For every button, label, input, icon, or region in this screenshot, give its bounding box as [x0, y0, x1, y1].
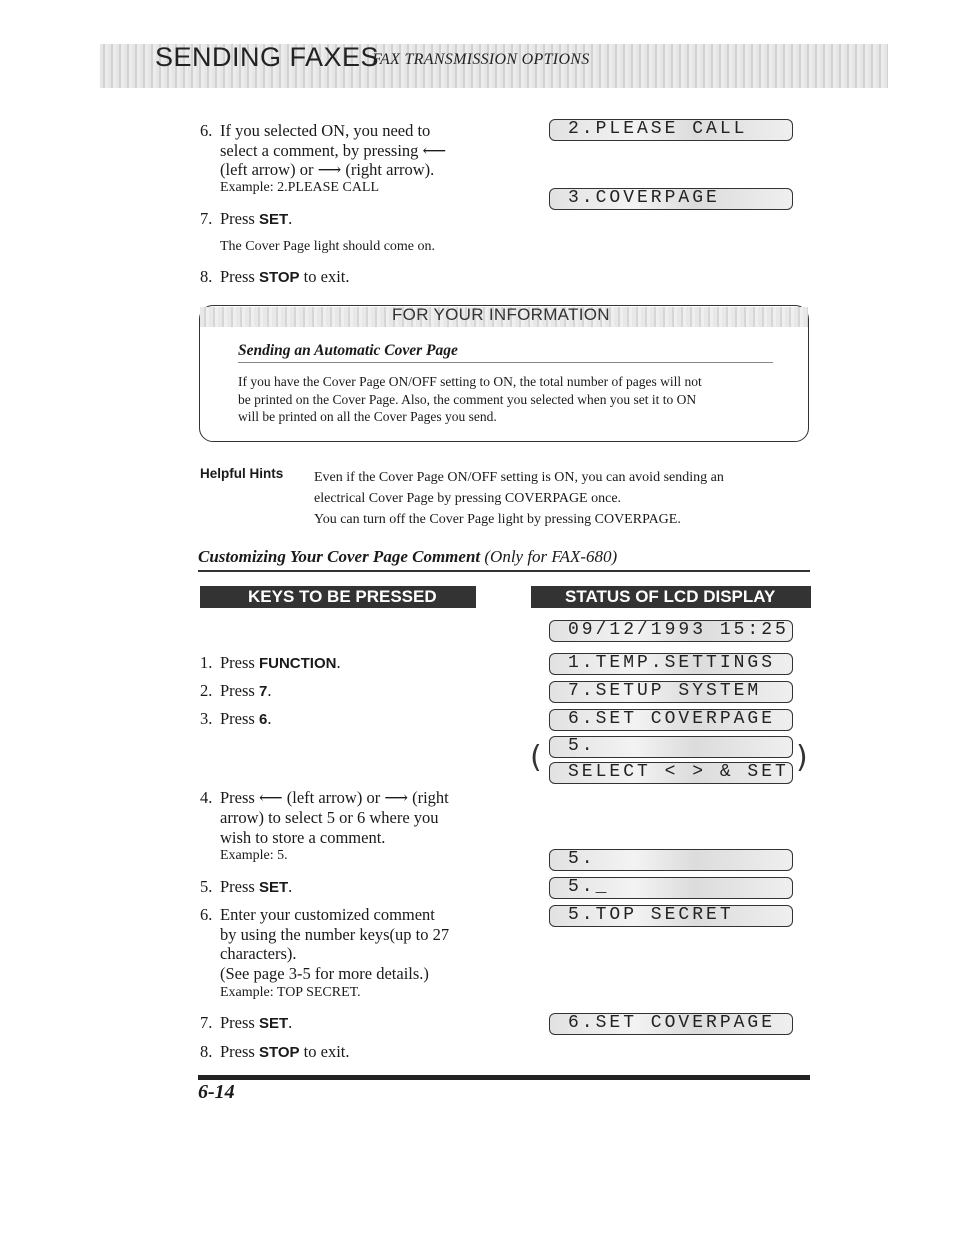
step-text: Press	[220, 681, 259, 700]
step-7	[200, 1013, 292, 1034]
step-7-top	[200, 209, 292, 230]
step-4	[200, 788, 449, 808]
step-6-line3: characters).	[220, 944, 297, 963]
fyi-subtitle: Sending an Automatic Cover Page	[238, 342, 458, 359]
step-text: Press	[220, 653, 259, 672]
page-title: SENDING FAXES	[155, 42, 380, 72]
step-text: .	[267, 709, 272, 728]
step-6-line2: by using the number keys(up to 27	[220, 925, 450, 944]
step-text: Press	[220, 1013, 259, 1032]
footer-rule	[198, 1075, 810, 1080]
step-3	[200, 709, 271, 730]
lcd-display: 6.SET COVERPAGE	[549, 709, 793, 731]
hints-line: You can turn off the Cover Page light by pressing COVERPAGE.	[314, 512, 681, 527]
step-number: 7.	[200, 209, 213, 228]
section-title	[198, 547, 617, 567]
page-subtitle: FAX TRANSMISSION OPTIONS	[372, 51, 590, 68]
hints-body	[314, 467, 724, 530]
lcd-display: 2.PLEASE CALL	[549, 119, 793, 141]
step-6-top-line2: select a comment, by pressing ⟵	[220, 141, 447, 160]
fyi-line: If you have the Cover Page ON/OFF setting to ON, the total number of pages will not	[238, 374, 702, 389]
step-text: Press	[220, 877, 259, 896]
keys-column-header: KEYS TO BE PRESSED	[200, 586, 476, 608]
lcd-display: 3.COVERPAGE	[549, 188, 793, 210]
step-number: 1.	[200, 653, 213, 672]
step-text: to exit.	[299, 1042, 350, 1061]
step-text: Enter your customized comment	[220, 905, 435, 924]
lcd-display: 5._	[549, 877, 793, 899]
hints-line: electrical Cover Page by pressing COVERPAGE once.	[314, 491, 622, 506]
key-name: STOP	[258, 269, 300, 286]
key-name: 7	[258, 683, 268, 700]
step-5	[200, 877, 292, 898]
key-name: SET	[258, 879, 289, 896]
lcd-display: 7.SETUP SYSTEM	[549, 681, 793, 703]
section-title-text: Customizing Your Cover Page Comment	[198, 547, 481, 566]
step-number: 3.	[200, 709, 213, 728]
step-text: .	[288, 1013, 293, 1032]
step-2	[200, 681, 271, 702]
step-number: 4.	[200, 788, 213, 807]
step-text: Press ⟵ (left arrow) or ⟶ (right	[220, 788, 449, 807]
section-divider	[198, 570, 810, 572]
key-name: FUNCTION	[258, 655, 337, 672]
step-6-top-example: Example: 2.PLEASE CALL	[220, 180, 380, 195]
step-text: Press	[220, 709, 259, 728]
step-6-top	[200, 121, 430, 141]
step-6	[200, 905, 435, 925]
step-text: to exit.	[299, 267, 350, 286]
lcd-display: 6.SET COVERPAGE	[549, 1013, 793, 1035]
step-number: 5.	[200, 877, 213, 896]
step-number: 7.	[200, 1013, 213, 1032]
fyi-divider	[238, 362, 773, 363]
step-number: 6.	[200, 905, 213, 924]
step-number: 8.	[200, 267, 213, 286]
step-text: .	[288, 877, 293, 896]
step-text: Press	[220, 209, 259, 228]
fyi-body	[238, 373, 783, 426]
lcd-display: 5.	[549, 736, 793, 758]
step-number: 6.	[200, 121, 213, 140]
step-text: Press	[220, 267, 259, 286]
step-8-top	[200, 267, 350, 288]
fyi-line: be printed on the Cover Page. Also, the comment you selected when you set it to ON	[238, 391, 697, 407]
lcd-display: SELECT < > & SET	[549, 762, 793, 784]
step-4-line2: arrow) to select 5 or 6 where you	[220, 808, 439, 827]
step-text: Press	[220, 1042, 259, 1061]
alternating-left-arrow-icon: (	[530, 740, 542, 775]
step-4-example: Example: 5.	[220, 848, 288, 863]
step-6-example: Example: TOP SECRET.	[220, 985, 361, 1000]
step-8	[200, 1042, 350, 1063]
step-text: If you selected ON, you need to	[220, 121, 431, 140]
key-name: STOP	[258, 1044, 300, 1061]
key-name: SET	[258, 1015, 289, 1032]
hints-label: Helpful Hints	[200, 466, 284, 481]
lcd-display: 5.	[549, 849, 793, 871]
step-text: .	[288, 209, 293, 228]
key-name: 6	[258, 711, 268, 728]
step-4-line3: wish to store a comment.	[220, 828, 386, 847]
hints-line: Even if the Cover Page ON/OFF setting is ON, you can avoid sending an	[314, 470, 724, 485]
page-number: 6-14	[198, 1081, 235, 1103]
fyi-line: will be printed on all the Cover Pages you send.	[238, 409, 497, 424]
lcd-display: 1.TEMP.SETTINGS	[549, 653, 793, 675]
step-6-top-line3: (left arrow) or ⟶ (right arrow).	[220, 160, 435, 179]
step-text: .	[336, 653, 341, 672]
status-column-header: STATUS OF LCD DISPLAY	[531, 586, 811, 608]
step-number: 2.	[200, 681, 213, 700]
fyi-title: FOR YOUR INFORMATION	[392, 305, 610, 324]
step-text: .	[267, 681, 272, 700]
step-7-top-note: The Cover Page light should come on.	[220, 239, 436, 254]
section-note: (Only for FAX-680)	[484, 547, 618, 566]
lcd-display: 09/12/1993 15:25	[549, 620, 793, 642]
step-1	[200, 653, 341, 674]
key-name: SET	[258, 211, 289, 228]
alternating-right-arrow-icon: )	[796, 740, 808, 775]
step-6-line4: (See page 3-5 for more details.)	[220, 964, 429, 983]
lcd-display: 5.TOP SECRET	[549, 905, 793, 927]
step-number: 8.	[200, 1042, 213, 1061]
